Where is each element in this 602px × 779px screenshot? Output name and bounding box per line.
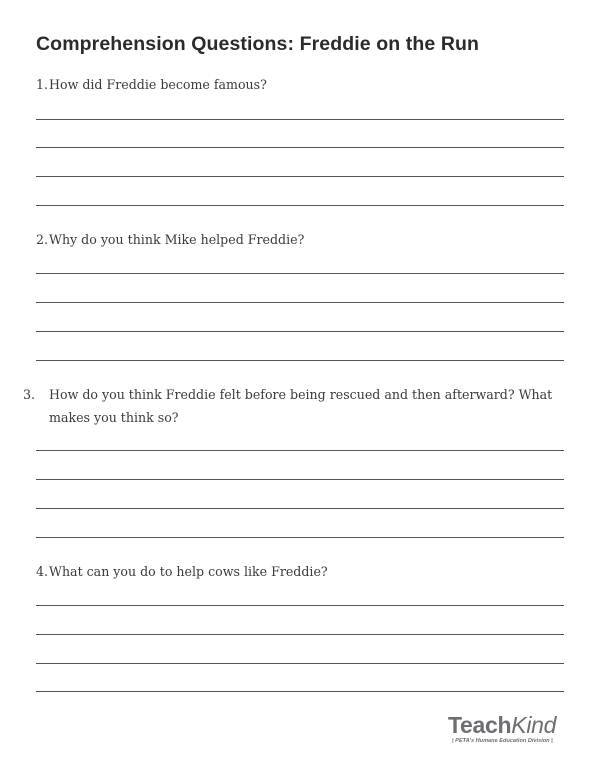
answer-line[interactable] bbox=[36, 205, 564, 206]
answer-line[interactable] bbox=[36, 691, 564, 692]
answer-line[interactable] bbox=[36, 119, 564, 120]
answer-line[interactable] bbox=[36, 450, 564, 451]
logo-wordmark bbox=[448, 713, 568, 737]
question-text: What can you do to help cows like Freddie? bbox=[49, 564, 328, 579]
teachkind-logo bbox=[448, 713, 568, 744]
answer-line[interactable] bbox=[36, 273, 564, 274]
page-title: Comprehension Questions: Freddie on the Run bbox=[36, 33, 480, 55]
question-text: How did Freddie become famous? bbox=[49, 77, 267, 92]
question-number: 4. bbox=[36, 564, 49, 579]
question-number: 1. bbox=[36, 77, 49, 92]
question-number: 3. bbox=[23, 387, 36, 402]
answer-line[interactable] bbox=[36, 176, 564, 177]
answer-line[interactable] bbox=[36, 360, 564, 361]
answer-line[interactable] bbox=[36, 302, 564, 303]
logo-tagline: | PETA's Humane Education Division | bbox=[452, 738, 553, 744]
answer-line[interactable] bbox=[36, 508, 564, 509]
question-2 bbox=[36, 228, 556, 251]
question-text: Why do you think Mike helped Freddie? bbox=[49, 232, 305, 247]
logo-kind: Kind bbox=[511, 712, 557, 738]
answer-line[interactable] bbox=[36, 605, 564, 606]
logo-teach: Teach bbox=[448, 712, 512, 738]
answer-line[interactable] bbox=[36, 479, 564, 480]
question-4 bbox=[36, 560, 556, 583]
answer-line[interactable] bbox=[36, 663, 564, 664]
question-number: 2. bbox=[36, 232, 49, 247]
question-1 bbox=[36, 73, 556, 96]
question-text: How do you think Freddie felt before being rescued and then afterward? What makes you think so? bbox=[49, 387, 553, 425]
answer-line[interactable] bbox=[36, 147, 564, 148]
question-3 bbox=[23, 383, 569, 429]
answer-line[interactable] bbox=[36, 331, 564, 332]
answer-line[interactable] bbox=[36, 634, 564, 635]
answer-line[interactable] bbox=[36, 537, 564, 538]
